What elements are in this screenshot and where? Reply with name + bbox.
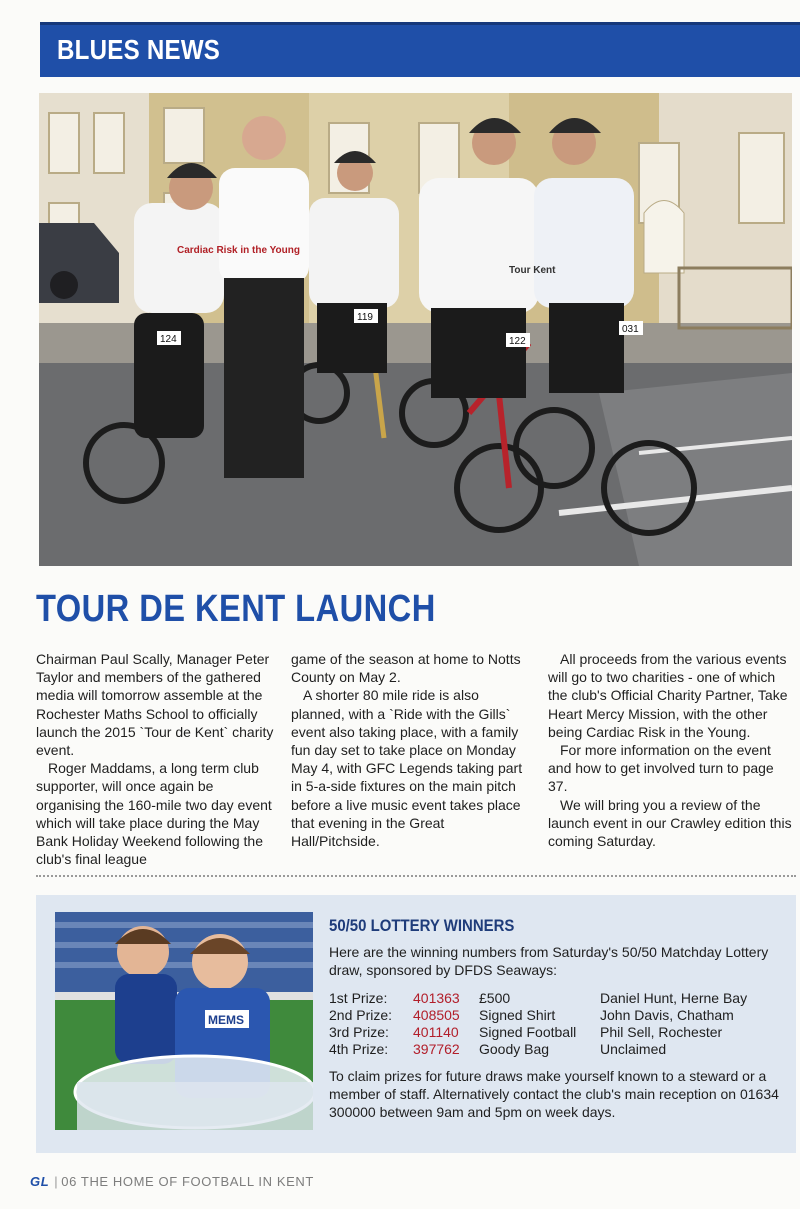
- prize-winner: Phil Sell, Rochester: [600, 1024, 723, 1040]
- article-paragraph: A shorter 80 mile ride is also planned, with a `Ride with the Gills` event also taking place, with a family fun day set to take place on Monday May 4, with GFC Legends taking part in 5-a-side fixtures on the main pitch before a live music event takes place that evening in the Great Hall/Pitchside.: [291, 687, 523, 850]
- prize-rank: 1st Prize:: [329, 990, 388, 1006]
- dotted-divider: [36, 875, 796, 877]
- lottery-intro: Here are the winning numbers from Saturday's 50/50 Matchday Lottery draw, sponsored by DFDS Seaways:: [329, 944, 769, 978]
- page-footer: [30, 1174, 314, 1189]
- article-paragraph: We will bring you a review of the launch event in our Crawley edition this coming Saturday.: [548, 796, 792, 850]
- lottery-title: 50/50 LOTTERY WINNERS: [329, 916, 515, 935]
- lottery-claim-info: To claim prizes for future draws make yourself known to a steward or a member of staff. Alternatively contact the club's main reception on 01634 300000 between 9am and 5pm on week days.: [329, 1068, 779, 1120]
- bib-number: 031: [622, 324, 639, 335]
- shirt-text-right: Tour Kent: [509, 265, 556, 276]
- footer-separator: |: [54, 1174, 59, 1189]
- bib-number: 122: [509, 336, 526, 347]
- shirt-text-left: Cardiac Risk in the Young: [177, 245, 300, 256]
- prize-number: 401140: [413, 1024, 459, 1040]
- prize-rank: 3rd Prize:: [329, 1024, 389, 1040]
- prize-item: Signed Shirt: [479, 1007, 556, 1023]
- article-paragraph: For more information on the event and how to get involved turn to page 37.: [548, 742, 774, 795]
- prize-number: 397762: [413, 1041, 460, 1057]
- club-logo-icon: GL: [30, 1174, 50, 1189]
- prize-winner: John Davis, Chatham: [600, 1007, 734, 1023]
- section-banner: [40, 22, 800, 77]
- article-column-1: [36, 650, 281, 868]
- prize-number: 401363: [413, 990, 460, 1006]
- shirt-sponsor-text: MEMS: [208, 1013, 244, 1027]
- bib-number: 119: [357, 312, 373, 323]
- article-paragraph: Chairman Paul Scally, Manager Peter Taylor and members of the gathered media will tomorrow assemble at the Rochester Maths School to officially launch the 2015 `Tour de Kent` charity event.: [36, 651, 274, 759]
- section-title: BLUES NEWS: [57, 34, 221, 65]
- article-paragraph: game of the season at home to Notts County on May 2.: [291, 651, 521, 686]
- article-headline: TOUR DE KENT LAUNCH: [36, 588, 436, 630]
- footer-tagline: THE HOME OF FOOTBALL IN KENT: [80, 1174, 314, 1189]
- prize-item: Goody Bag: [479, 1041, 550, 1057]
- article-column-3: [548, 650, 796, 850]
- prize-winner: Daniel Hunt, Herne Bay: [600, 990, 748, 1006]
- cyclists-photo: [39, 93, 792, 566]
- page-number: 06: [61, 1174, 77, 1189]
- prize-item: £500: [479, 990, 511, 1006]
- prize-winner: Unclaimed: [600, 1041, 667, 1057]
- lottery-winners-photo: [55, 912, 313, 1130]
- prize-rank: 2nd Prize:: [329, 1007, 393, 1023]
- prize-number: 408505: [413, 1007, 460, 1023]
- article-paragraph: All proceeds from the various events will go to two charities - one of which the club's Official Charity Partner, Take Heart Mercy Mission, with the other being Cardiac Risk in the Young.: [548, 651, 788, 740]
- prize-rank: 4th Prize:: [329, 1041, 389, 1057]
- bib-number: 124: [160, 334, 177, 345]
- article-column-2: [291, 650, 531, 850]
- article-paragraph: Roger Maddams, a long term club supporter, will once again be organising the 160-mile two day event which will take place during the May Bank Holiday Weekend following the club's final league: [36, 760, 272, 868]
- prize-item: Signed Football: [479, 1024, 577, 1040]
